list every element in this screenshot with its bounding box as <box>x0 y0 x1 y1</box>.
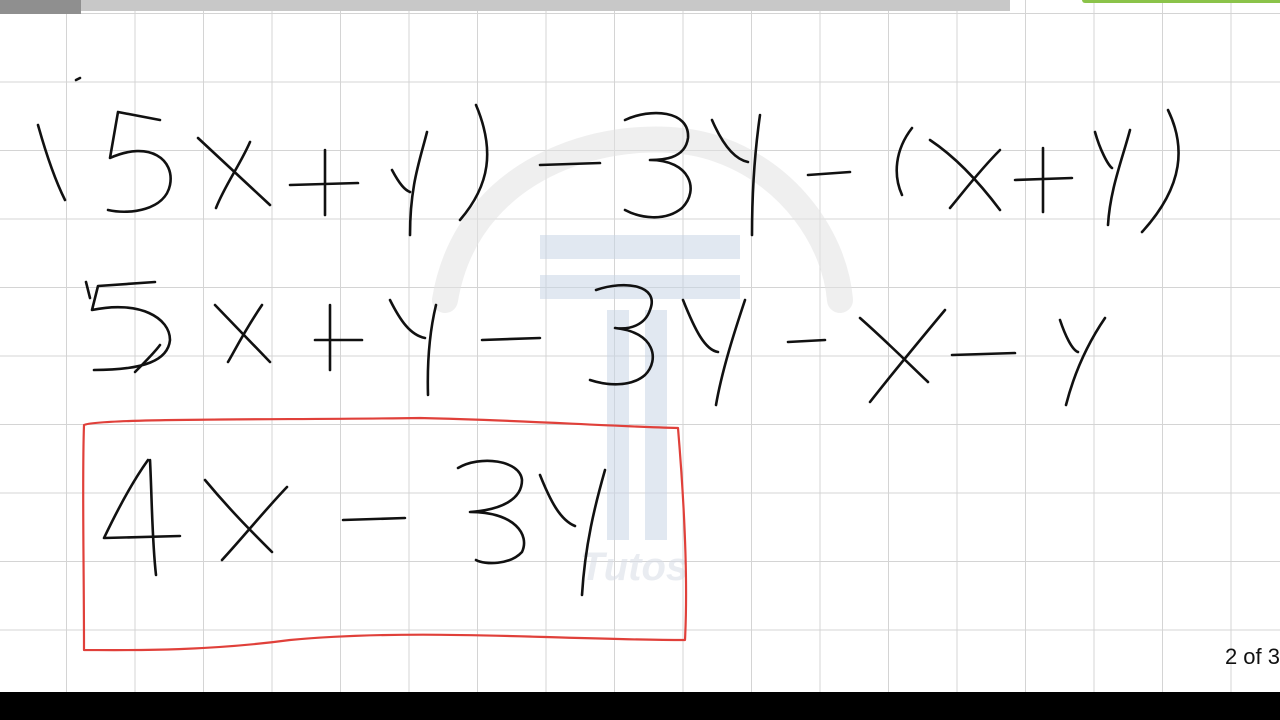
watermark-text: Tutos <box>580 545 689 589</box>
watermark-logo <box>445 140 840 589</box>
handwritten-line-3 <box>104 460 605 595</box>
bottom-bar <box>0 692 1280 720</box>
handwritten-line-2 <box>86 282 1105 405</box>
page-indicator: 2 of 3 <box>1224 644 1280 669</box>
answer-box <box>83 418 689 650</box>
